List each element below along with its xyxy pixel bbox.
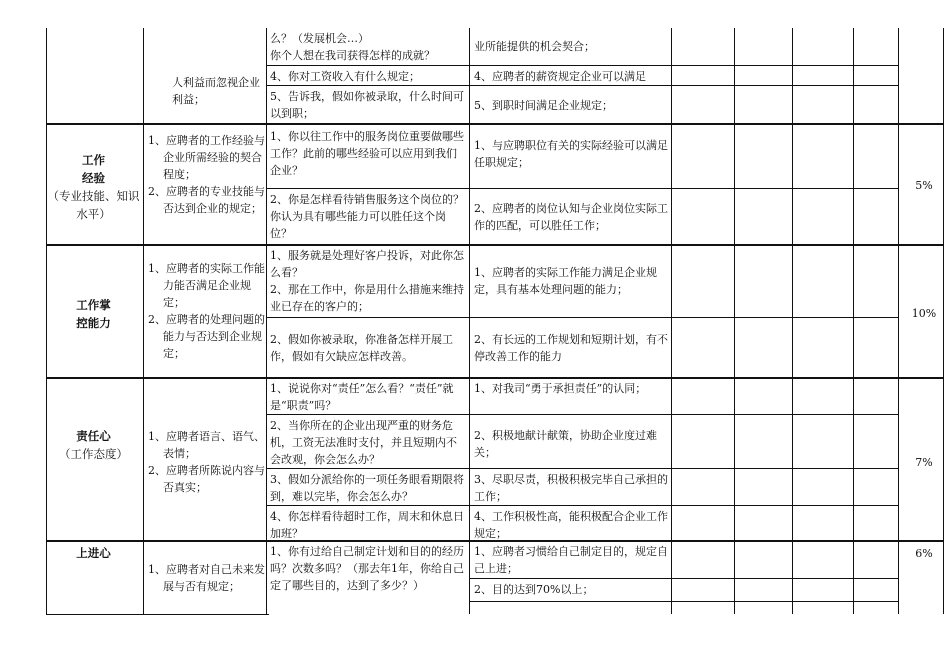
requirement-cell	[148, 428, 265, 496]
category-title: 工作 经验	[82, 153, 105, 186]
standard-text: 2、应聘者的岗位认知与企业岗位实际工作的匹配，可以胜任工作；	[474, 202, 668, 233]
requirement-text: 人利益而忽视企业利益；	[172, 76, 260, 107]
question-cell	[270, 417, 466, 468]
weight-cell	[904, 305, 944, 322]
category-title: 责任心	[76, 429, 111, 443]
standard-cell	[474, 137, 670, 171]
weight-value: 5%	[915, 179, 933, 192]
standard-text: 1、对我司“勇于承担责任”的认同；	[474, 382, 647, 395]
question-cell	[270, 128, 466, 179]
question-cell	[270, 380, 466, 414]
question-text: 2、当你所在的企业出现严重的财务危机，工资无法准时支付，并且短期内不会改观，你会怎么办？	[270, 419, 457, 467]
category-title: 上进心	[76, 546, 111, 560]
requirement-text: 2、应聘者的专业技能与否达到企业的规定；	[148, 185, 265, 216]
question-text: 么？（发展机会…） 你个人想在我司获得怎样的成就？	[270, 32, 435, 63]
question-cell	[270, 68, 466, 85]
standard-text: 1、应聘者习惯给自己制定目的，规定自己上进；	[474, 545, 668, 576]
weight-cell	[904, 545, 944, 562]
question-text: 1、你有过给自己制定计划和目的的经历吗？次数多吗？（那去年1年，你给自己定了哪些目的，达到了多少？）	[270, 545, 464, 593]
standard-text: 4、应聘者的薪资规定企业可以满足	[474, 70, 646, 83]
question-text: 1、服务就是处理好客户投诉，对此你怎么看？ 2、那在工作中，你是用什么措施来维持业已存在的客户的；	[270, 249, 464, 314]
question-text: 1、你以往工作中的服务岗位重要做哪些工作？此前的哪些经验可以应用到我们企业？	[270, 130, 464, 178]
question-text: 1、说说你对“责任”怎么看？“责任”就是“职责”吗？	[270, 382, 454, 413]
category-subtitle: （专业技能、知识水平）	[47, 188, 140, 221]
standard-text: 2、有长远的工作规划和短期计划，有不停改善工作的能力	[474, 333, 668, 364]
category-cell	[46, 296, 141, 333]
weight-cell	[904, 454, 944, 471]
question-cell	[270, 247, 466, 315]
requirement-text: 1、应聘者语言、语气、表情；	[148, 430, 265, 461]
category-cell	[46, 428, 141, 464]
question-text: 2、假如你被录取，你准备怎样开展工作，假如有欠缺应怎样改善。	[270, 333, 453, 364]
category-subtitle: （工作态度）	[59, 446, 128, 461]
standard-text: 2、积极地献计献策，协助企业度过难关；	[474, 429, 657, 460]
question-cell	[270, 191, 466, 242]
standard-cell	[474, 380, 670, 397]
requirement-cell	[148, 260, 265, 362]
question-text: 2、你是怎样看待销售服务这个岗位的？你认为具有哪些能力可以胜任这个岗位？	[270, 193, 464, 241]
category-cell	[46, 545, 141, 563]
standard-text: 1、应聘者的实际工作能力满足企业规定，具有基本处理问题的能力；	[474, 266, 657, 297]
weight-value: 6%	[915, 547, 933, 560]
requirement-cell	[148, 561, 265, 595]
question-cell	[270, 543, 466, 594]
requirement-text: 1、应聘者的实际工作能力能否满足企业规定；	[148, 262, 265, 310]
standard-text: 4、工作积极性高，能积极配合企业工作规定；	[474, 510, 668, 541]
requirement-cell	[168, 74, 268, 120]
standard-cell	[474, 543, 670, 577]
standard-text: 2、目的达到70%以上；	[474, 583, 594, 596]
standard-cell	[474, 97, 670, 114]
standard-cell	[474, 427, 670, 461]
question-cell	[270, 30, 466, 68]
standard-text: 3、尽职尽责，积极积极完毕自己承担的工作；	[474, 473, 668, 504]
standard-cell	[474, 200, 670, 234]
standard-cell	[474, 508, 670, 542]
weight-value: 10%	[911, 307, 937, 320]
question-text: 4、你怎样看待超时工作，周末和休息日加班？	[270, 510, 464, 541]
weight-value: 7%	[915, 456, 933, 469]
standard-text: 1、与应聘职位有关的实际经验可以满足任职规定；	[474, 139, 668, 170]
standard-text: 5、到职时间满足企业规定；	[474, 99, 613, 112]
question-cell	[270, 331, 466, 365]
question-text: 5、告诉我，假如你被录取，什么时间可以到职；	[270, 90, 464, 121]
category-cell	[46, 151, 141, 223]
weight-cell	[904, 177, 944, 194]
question-cell	[270, 471, 466, 505]
standard-cell	[474, 68, 670, 85]
standard-cell	[474, 264, 670, 298]
question-text: 4、你对工资收入有什么规定；	[270, 70, 420, 83]
requirement-text: 1、应聘者对自己未来发展与否有规定；	[148, 563, 265, 594]
question-cell	[270, 508, 466, 542]
standard-text: 业所能提供的机会契合；	[474, 40, 595, 53]
question-cell	[270, 88, 466, 122]
category-title: 工作掌 控能力	[76, 298, 111, 331]
question-text: 3、假如分派给你的一项任务眼看期限将到，难以完毕，你会怎么办？	[270, 473, 464, 504]
requirement-text: 2、应聘者所陈说内容与否真实；	[148, 464, 265, 495]
requirement-text: 1、应聘者的工作经验与企业所需经验的契合程度；	[148, 134, 265, 182]
standard-cell	[474, 471, 670, 505]
standard-cell	[474, 38, 670, 55]
standard-cell	[474, 581, 670, 598]
standard-cell	[474, 331, 670, 365]
requirement-text: 2、应聘者的处理问题的能力与否达到企业规定；	[148, 313, 265, 361]
requirement-cell	[148, 132, 265, 217]
